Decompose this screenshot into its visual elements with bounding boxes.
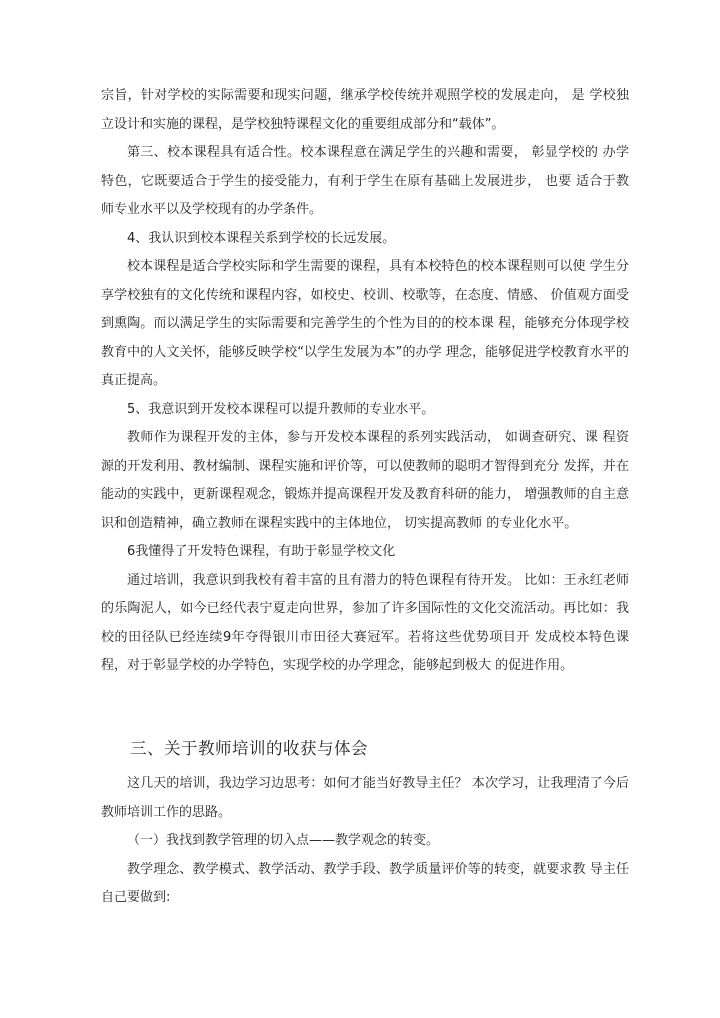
paragraph-concept-change: 教学理念、教学模式、教学活动、教学手段、教学质量评价等的转变，就要求教 导主任自己要做到: xyxy=(101,861,629,905)
heading-point-6: 6我懂得了开发特色课程，有助于彰显学校文化 xyxy=(127,544,396,559)
text-block-upper xyxy=(101,82,629,681)
text-block-lower xyxy=(101,740,629,913)
paragraph-point-5: 教师作为课程开发的主体，参与开发校本课程的系列实践活动， 如调查研究、课 程资源的开发利用、教材编制、课程实施和评价等，可以使教师的聪明才智得到充分 发挥，并在能动的实践中，更新课程观念，锻炼并提高课程开发及教育科研的能力， 增强教师的自主意识和创造精神，确立教师在课程实践中的主体地位， 切实提高教师 的专业化水平。 xyxy=(101,430,629,531)
section-title-teacher-training: 三、关于教师培训的收获与体会 xyxy=(130,739,368,758)
paragraph-point-6: 通过培训，我意识到我校有着丰富的且有潜力的特色课程有待开发。 比如：王永红老师的乐陶泥人，如今已经代表宁夏走向世界，参加了许多国际性的文化交流活动。再比如：我校的田径队已经连续9年夺得银川市田径大赛冠军。若将这些优势项目开 发成校本特色课程，对于彰显学校的办学特色，实现学校的办学理念，能够起到极大 的促进作用。 xyxy=(101,572,629,673)
paragraph-third-suitability: 第三、校本课程具有适合性。校本课程意在满足学生的兴趣和需要， 彰显学校的 办学特色，它既要适合于学生的接受能力，有利于学生在原有基础上发展进步， 也要 适合于教师专业水平以及学校现有的办学条件。 xyxy=(101,145,629,217)
heading-subpoint-1: （一）我找到教学管理的切入点——教学观念的转变。 xyxy=(127,833,440,848)
paragraph-training-reflection: 这几天的培训，我边学习边思考：如何才能当好教导主任？ 本次学习，让我理清了今后教师培训工作的思路。 xyxy=(101,776,629,820)
heading-point-5: 5、我意识到开发校本课程可以提升教师的专业水平。 xyxy=(127,401,435,417)
heading-point-4: 4、我认识到校本课程关系到学校的长远发展。 xyxy=(127,230,396,246)
paragraph-mission: 宗旨，针对学校的实际需要和现实问题，继承学校传统并观照学校的发展走向， 是 学校独立设计和实施的课程，是学校独特课程文化的重要组成部分和“载体”。 xyxy=(101,88,629,132)
paragraph-point-4: 校本课程是适合学校实际和学生需要的课程，具有本校特色的校本课程则可以使 学生分享学校独有的文化传统和课程内容，如校史、校训、校歌等，在态度、情感、 价值观方面受到熏陶。而以满足学生的实际需要和完善学生的个性为目的的校本课 程，能够充分体现学校教育中的人文关怀，能够反映学校“以学生发展为本”的办学 理念，能够促进学校教育水平的真正提高。 xyxy=(101,259,629,388)
